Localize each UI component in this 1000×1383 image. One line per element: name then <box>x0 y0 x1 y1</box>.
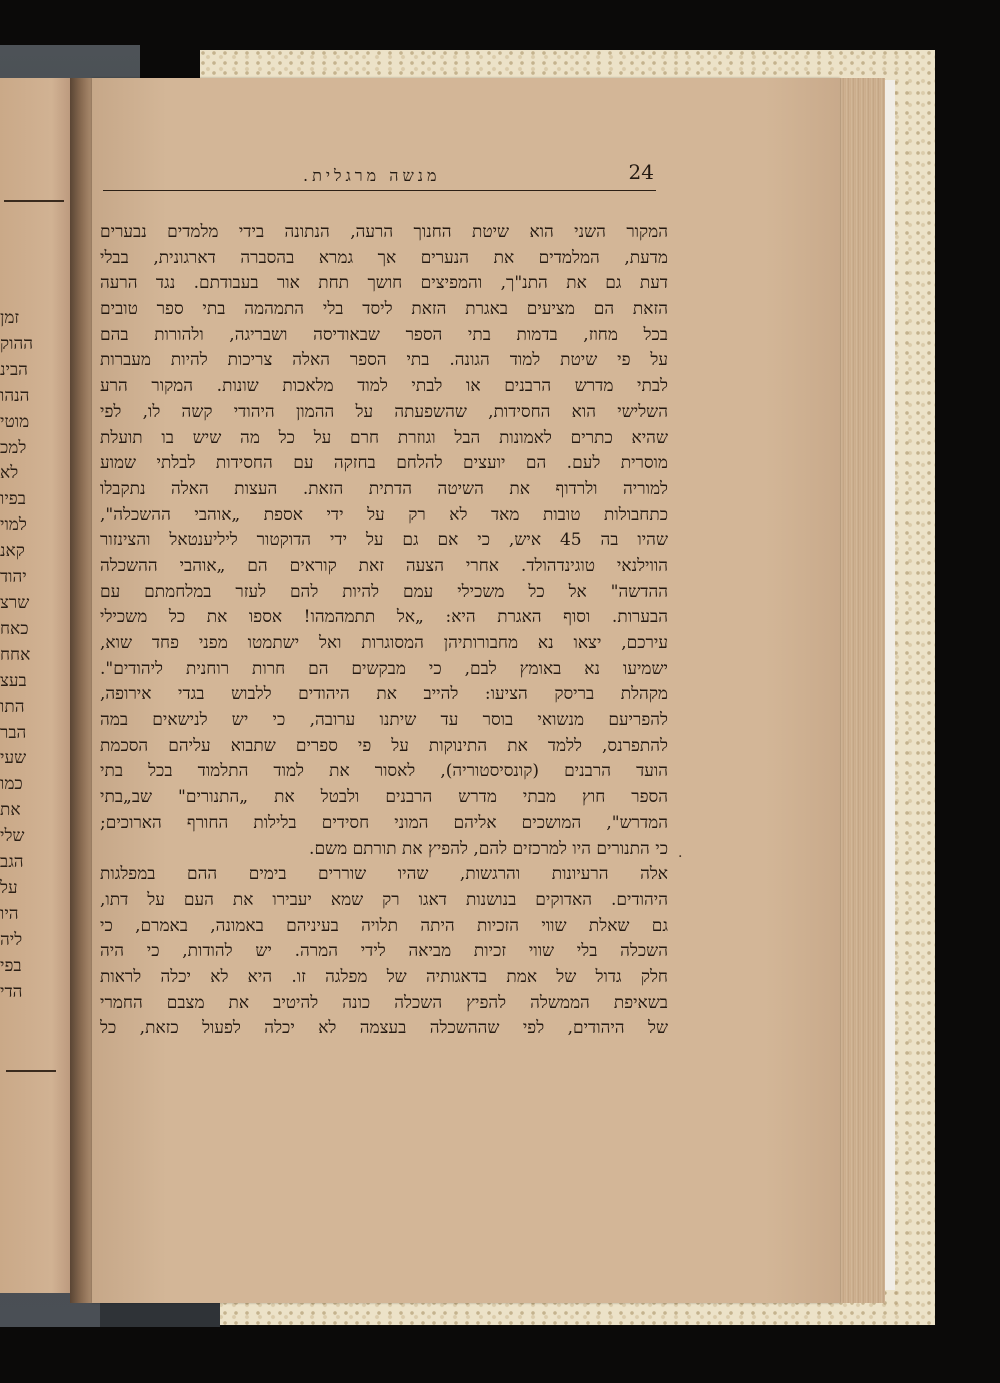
left-page-line: למוי <box>0 515 27 536</box>
text-line: מקהלת בריסק הציעו: להייב את היהודים ללבוש בגדי אירופה, <box>100 684 668 705</box>
left-page-line: הגב <box>0 852 24 873</box>
text-line: אלה הרעיונות והרגשות, שהיו שוררים בימים ההם במפלגות <box>100 864 668 885</box>
text-line: למוריה ולרדוף את השיטה הדתית הזאת. העצות האלה נתקבלו <box>100 478 668 499</box>
running-head <box>103 160 656 191</box>
text-line: היהודים. האדוקים בנושנות דאגו רק שמא יעבירו את העם על דתו, <box>100 889 668 910</box>
left-page-line: הבר <box>0 722 27 743</box>
text-line: כי התנורים היו למרכזים להם, להפיץ את תורתם משם. <box>309 838 668 859</box>
left-page-line: מוטי <box>0 411 30 432</box>
text-line: שהיא כתרים לאמונות הבל וגוזרת חרם על כל מה שיש בו תועלת <box>100 427 668 448</box>
left-page-line: ליה <box>0 929 23 950</box>
text-line: לבתי מדרש הרבנים או לבתי למוד מלאכות שונות. המקור הרע <box>100 376 668 397</box>
text-line: בכל מחוז, בדמות בתי הספר שבאודיסה ושבריגה, ולהורות בהם <box>100 324 668 345</box>
text-line: המדרש", המושכים אליהם המוני חסידים בלילות החורף הארוכים; <box>100 812 668 833</box>
left-page-line: שעי <box>0 748 27 769</box>
left-page-line: קאנ <box>0 541 25 562</box>
left-page-line: על <box>0 877 18 898</box>
text-line: דעת גם את התנ"ך, והמפיצים חושך תחת אור בעבודתם. נגד הרעה <box>100 273 668 294</box>
text-line: גם שאלת שווי הזכיות היתה תלויה בעיניהם באמונה, באמרם, כי <box>100 915 668 936</box>
body-text <box>100 220 668 1042</box>
text-line: הבערות. וסוף האגרת היא: „אל תתמהמהו! אספו את כל משכילי <box>100 607 668 628</box>
text-line: המקור השני הוא שיטת החנוך הרעה, הנתונה בידי מלמדים נבערים <box>100 222 668 242</box>
left-page-line: היו <box>0 903 19 924</box>
text-line: הועד הרבנים (קונסיסטוריה), לאסור את למוד התלמוד בכל בתי <box>100 761 668 782</box>
left-page-line: את <box>0 800 21 821</box>
left-facing-page <box>0 78 74 1293</box>
left-page-line: הנהו <box>0 385 30 406</box>
text-line: ישמיעו נא באומץ לבם, כי מבקשים הם חרות רוחנית ליהודים". <box>100 658 668 679</box>
text-line: הזאת הם מציעים באגרת הזאת ליסד בלי התמהמה בתי ספר טובים <box>100 299 668 320</box>
margin-dot: . <box>678 845 683 861</box>
left-page-line: ההוק <box>0 333 34 354</box>
text-line: של היהודים, לפי שההשכלה בעצמה לא יכלה לפעול כזאת, כל <box>100 1018 668 1039</box>
text-line: מדעת, המלמדים את הנערים אך גמרא בהסברה דארגונית, בבלי <box>100 247 668 268</box>
left-page-line: יהוד <box>0 567 27 588</box>
text-line: עירכם, יצאו נא מחבורותיהן המסוגרות ואל ישתמטו מפני פחד שוא, <box>100 633 668 653</box>
left-page-line: בפי <box>0 955 22 976</box>
text-line: ההדשה" אל כל משכילי עמם להיות להם לעזר במלחמתם עם <box>100 581 668 602</box>
left-page-rule-top <box>4 200 64 202</box>
left-page-rule-bottom <box>6 1070 56 1072</box>
text-line: השלישי הוא החסידות, שהשפעתה על ההמון היהודי קשה לו, לפי <box>100 401 668 422</box>
left-page-line: למכ <box>0 437 27 458</box>
left-page-line: כאח <box>0 618 29 639</box>
left-page-line: כמו <box>0 774 23 795</box>
left-page-line: שרצ <box>0 592 30 613</box>
text-line: להתפרנס, ללמד את התינוקות על פי ספרים שתבוא עליהם הסכמת <box>100 735 668 756</box>
left-page-line: זמן <box>0 308 20 328</box>
left-page-line: בעצ <box>0 670 27 691</box>
left-page-line: התו <box>0 696 25 717</box>
text-line: בשאיפת הממשלה להפיץ השכלה כונה להיטיב את מצבם החמרי <box>100 992 668 1013</box>
text-line: להפריעם מנשואי בוסר עד שיתנו ערובה, כי יש לנישאים במה <box>100 710 668 731</box>
left-page-line: הבינ <box>0 359 28 380</box>
left-page-line: שלי <box>0 826 25 847</box>
text-line: הווילנאי טוגינדהולד. אחרי הצעה זאת קוראים הם „אוהבי ההשכלה <box>100 555 668 576</box>
text-line: כתחבולות טובות מאד לא רק על ידי אספת „אוהבי ההשכלה", <box>100 504 668 525</box>
left-page-line: בפיו <box>0 489 26 510</box>
text-line: הספר חוץ מבתי מדרש הרבנים ולבטל את „התנורים" שב„בתי <box>100 787 668 808</box>
left-page-line: הדי <box>0 981 23 1002</box>
page-number: 24 <box>628 160 654 184</box>
text-line: שהיו בה 45 איש, כי אם גם על ידי הדוקטור ליליענטאל והצינזור <box>100 530 668 551</box>
text-line: חלק גדול של אמת בדאגותיה של מפלגה זו. היא לא יכלה לראות <box>100 966 668 987</box>
left-page-text-column <box>0 306 44 1005</box>
left-page-line: אחח <box>0 644 31 665</box>
text-line: השכלה בלי שווי זכיות מביאה לידי המרה. יש להודות, כי היה <box>100 941 668 962</box>
text-line: מוסרית לעם. הם יועצים להלחם בחזקה עם החסידות לבלתי שמוע <box>100 453 668 474</box>
running-title: מנשה מרגלית. <box>303 166 441 185</box>
left-page-line: לא <box>0 463 19 484</box>
text-line: על פי שיטת למוד הגונה. בתי הספר האלה צריכות להיות מעברות <box>100 350 668 371</box>
